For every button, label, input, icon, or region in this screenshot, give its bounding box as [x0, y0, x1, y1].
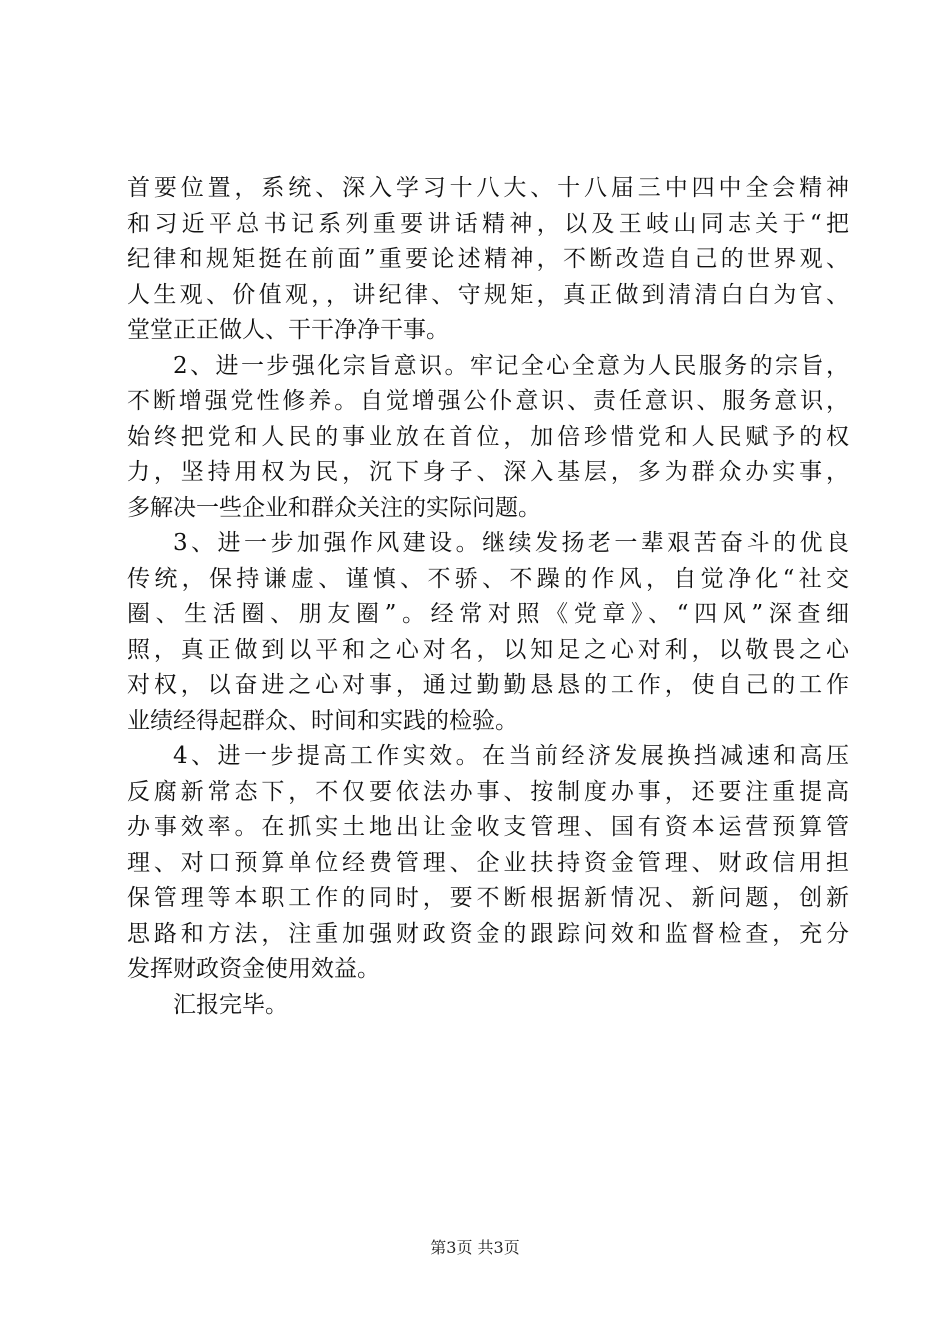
paragraph-3-line-1: 3、进一步加强作风建设。继续发扬老一辈艰苦奋斗的优良: [173, 530, 849, 556]
paragraph-2-line-1: 2、进一步强化宗旨意识。牢记全心全意为人民服务的宗旨，: [173, 352, 849, 379]
paragraph-1-line-4: 人生观、价值观，，讲纪律、守规矩，真正做到清清白白为官、: [127, 281, 849, 308]
paragraph-3-line-5: 对权，以奋进之心对事，通过勤勤恳恳的工作，使自己的工作: [127, 672, 849, 698]
paragraph-3-line-3: 圈、生活圈、朋友圈”。经常对照《党章》、“四风”深查细: [127, 601, 849, 627]
document-body: [127, 171, 849, 1023]
paragraph-3-line-6: 业绩经得起群众、时间和实践的检验。: [127, 707, 518, 734]
paragraph-4-line-2: 反腐新常态下，不仅要依法办事、按制度办事，还要注重提高: [127, 778, 849, 805]
paragraph-2-line-5: 多解决一些企业和群众关注的实际问题。: [127, 494, 541, 521]
paragraph-2-line-2: 不断增强党性修养。自觉增强公仆意识、责任意识、服务意识，: [127, 388, 849, 414]
paragraph-3-line-4: 照，真正做到以平和之心对名，以知足之心对利，以敬畏之心: [127, 636, 849, 663]
paragraph-4-line-7: 发挥财政资金使用效益。: [127, 956, 380, 982]
paragraph-1-line-1: 首要位置，系统、深入学习十八大、十八届三中四中全会精神: [127, 175, 849, 201]
paragraph-4-line-4: 理、对口预算单位经费管理、企业扶持资金管理、财政信用担: [127, 849, 849, 876]
paragraph-4-line-6: 思路和方法，注重加强财政资金的跟踪问效和监督检查，充分: [127, 920, 849, 947]
paragraph-4-line-5: 保管理等本职工作的同时，要不断根据新情况、新问题，创新: [127, 885, 849, 911]
paragraph-4-line-3: 办事效率。在抓实土地出让金收支管理、国有资本运营预算管: [127, 814, 849, 840]
paragraph-2-line-4: 力，坚持用权为民，沉下身子、深入基层，多为群众办实事，: [127, 459, 849, 485]
paragraph-2-line-3: 始终把党和人民的事业放在首位，加倍珍惜党和人民赋予的权: [127, 423, 849, 450]
page-number-footer: 第3页 共3页: [430, 1238, 520, 1257]
paragraph-3-line-2: 传统，保持谦虚、谨慎、不骄、不躁的作风，自觉净化“社交: [127, 565, 849, 592]
paragraph-1-line-2: 和习近平总书记系列重要讲话精神，以及王岐山同志关于“把: [127, 210, 849, 237]
paragraph-1-line-3: 纪律和规矩挺在前面”重要论述精神，不断改造自己的世界观、: [127, 246, 849, 272]
paragraph-4-line-1: 4、进一步提高工作实效。在当前经济发展换挡减速和高压: [173, 743, 849, 769]
closing-line: 汇报完毕。: [173, 991, 288, 1018]
paragraph-1-line-5: 堂堂正正做人、干干净净干事。: [127, 317, 449, 343]
